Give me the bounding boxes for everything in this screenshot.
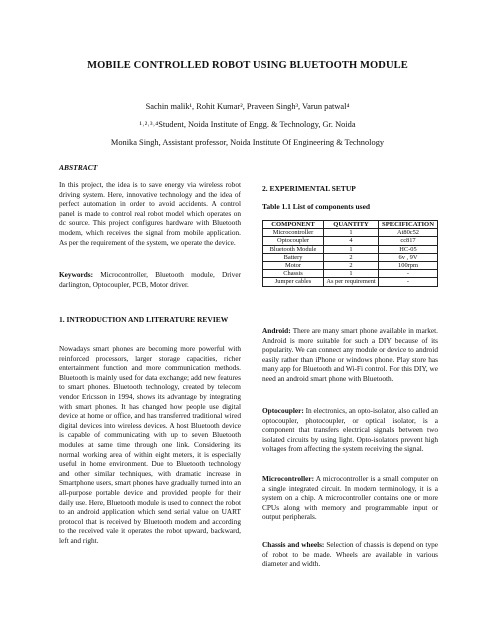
table-cell: 1 [324,229,379,237]
affiliation-line: ¹˒²˒³˒⁴Student, Noida Institute of Engg. & Technology, Gr. Noida [139,120,356,129]
android-text: There are many smart phone available in market. Android is more suitable for such a DIY because of its popularity. We can connect any module or device to android easily rather than iPhone or windows phone. Play store has many app for Bluetooth and Wi-Fi control. For this DIY, we need an android smart phone with Bluetooth. [262,326,438,383]
table-cell: Jumper cables [263,278,324,286]
android-paragraph [262,326,438,384]
table-cell: HC-05 [379,245,438,253]
table-row [263,262,438,270]
advisor-line: Monika Singh, Assistant professor, Noida Institute Of Engineering & Technology [110,138,385,147]
chassis-text: Selection of chassis is depend on type of robot to be made. Wheels are available in various diameter and width. [262,540,438,569]
table-row [263,270,438,278]
table-cell: 2 [324,262,379,270]
table-cell: 1 [324,270,379,278]
microcontroller-label: Microcontroller: [262,474,315,483]
keywords-paragraph [59,270,241,289]
table-cell: 100rpm [379,262,438,270]
table-cell: 4 [324,237,379,245]
table-row [263,253,438,261]
table-cell: Optocoupler [263,237,324,245]
table-cell: - [379,270,438,278]
table-cell: Bluetooth Module [263,245,324,253]
table-cell: At80c52 [379,229,438,237]
optocoupler-paragraph [262,406,438,454]
chassis-label: Chassis and wheels: [262,540,325,549]
table-cell: 2 [324,253,379,261]
table-row [263,245,438,253]
table-cell: Motor [263,262,324,270]
table-cell: Chassis [263,270,324,278]
authors-line: Sachin malik¹, Rohit Kumar², Praveen Singh³, Varun patwal⁴ [145,102,350,111]
keywords-text: Microcontroller, Bluetooth module, Driver darlington, Optocoupler, PCB, Motor driver. [59,270,241,289]
optocoupler-text: In electronics, an opto-isolator, also called an optocoupler, photocoupler, or optical isolator, is a component that transfers electrical signals between two isolated circuits by using light. Opto-isolators prevent high voltages from affecting the system receiving the signal. [262,406,438,454]
intro-heading: 1. INTRODUCTION AND LITERATURE REVIEW [59,315,229,324]
column-header: QUANTITY [324,221,379,229]
microcontroller-paragraph [262,474,438,522]
microcontroller-text: A microcontroller is a small computer on a single integrated circuit. In modern terminology, it is a system on a chip. A microcontroller contains one or more CPUs along with memory and programmable input or output peripherals. [262,474,438,522]
table-cell: - [379,278,438,286]
table-cell: As per requirement [324,278,379,286]
chassis-paragraph [262,540,438,569]
column-header: SPECIFICATION [379,221,438,229]
optocoupler-label: Optocoupler: [262,406,304,415]
keywords-label: Keywords: [59,270,94,279]
table-cell: Battery [263,253,324,261]
table-cell: 6v , 9V [379,253,438,261]
abstract-text: In this project, the idea is to save energy via wireless robot driving system. Here, innovative technology and the idea of perfect automation in order to avoid accidents. A control panel is made to control real robot model which operates on dc source. This project configures hardware with Bluetooth modem, which receives the signal from mobile application. As per the requirement of the system, we operate the device. [59,180,241,247]
android-label: Android: [262,326,291,335]
table-cell: Microcontroller [263,229,324,237]
table-row [263,237,438,245]
table-row [263,229,438,237]
table-cell: 1 [324,245,379,253]
setup-heading: 2. EXPERIMENTAL SETUP [262,184,356,193]
table-header-row [263,221,438,229]
column-header: COMPONENT [263,221,324,229]
abstract-heading: ABSTRACT [59,163,98,172]
components-table [262,220,438,287]
table-caption: Table 1.1 List of components used [262,202,371,211]
paper-title: MOBILE CONTROLLED ROBOT USING BLUETOOTH MODULE [87,60,408,71]
intro-text: Nowadays smart phones are becoming more powerful with reinforced processors, larger storage capacities, richer entertainment function and more communication methods. Bluetooth is mainly used for data exchange; add new features to smart phones. Bluetooth technology, created by telecom vendor Ericsson in 1994, shows its advantage by integrating with smart phones. It has changed how people use digital device at home or office, and has transferred traditional wired digital devices into wireless devices. A host Bluetooth device is capable of communicating with up to seven Bluetooth modules at same time through one link. Considering its normal working area of within eight meters, it is especially useful in home environment. Due to Bluetooth technology and other similar techniques, with dramatic increase in Smartphone users, smart phones have gradually turned into an all-purpose portable device and provided people for their daily use. Here, Bluetooth module is used to connect the robot to an android application which send serial value on UART protocol that is received by Bluetooth modem and according to the received vale it operates the robot upward, backward, left and right. [59,344,241,545]
table-row [263,278,438,286]
table-cell: cc817 [379,237,438,245]
